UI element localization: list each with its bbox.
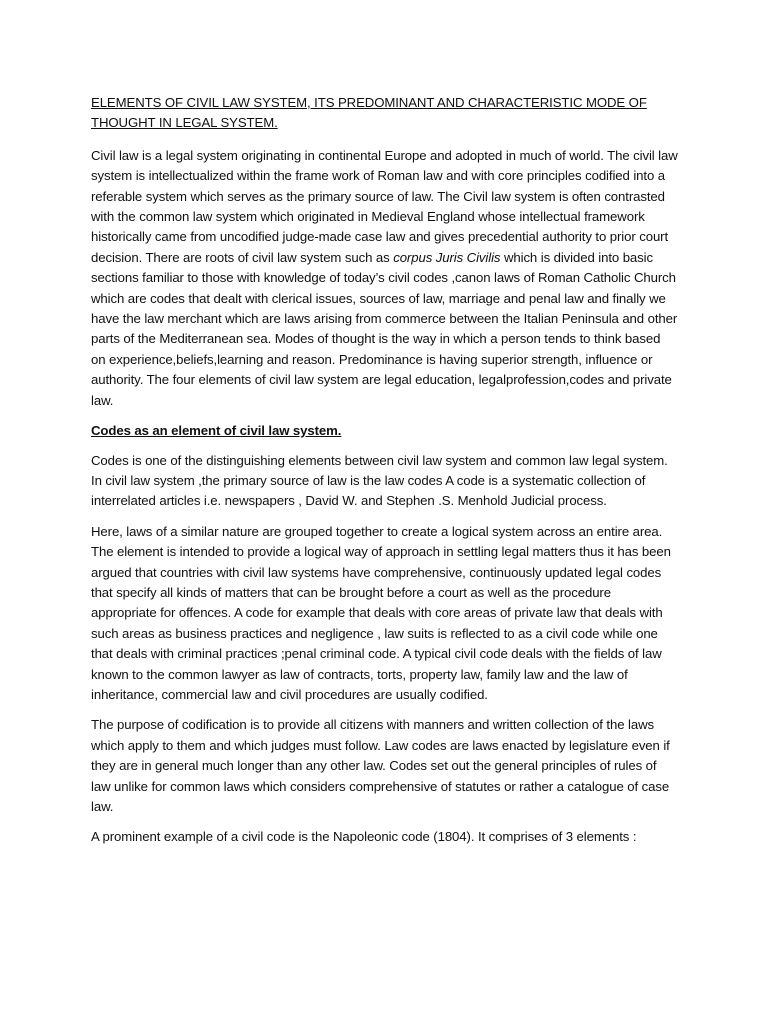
body-paragraph-2: Here, laws of a similar nature are grouped together to create a logical system across an entire area. The element is intended to provide a logical way of approach in settling legal matters thus it has been argued that countries with civil law systems have comprehensive, continuously updated legal codes that specify all kinds of matters that can be brought before a court as well as the procedure appropriate for offences. A code for example that deals with core areas of private law that deals with such areas as business practices and negligence , law suits is reflected to as a civil code while one that deals with criminal practices ;penal criminal code. A typical civil code deals with the fields of law known to the common lawyer as law of contracts, torts, property law, family law and the law of inheritance, commercial law and civil procedures are usually codified. [91,523,671,702]
body-paragraph-1: Codes is one of the distinguishing elements between civil law system and common law legal system. In civil law system ,the primary source of law is the law codes A code is a systematic collection of interrelated articles i.e. newspapers , David W. and Stephen .S. Menhold Judicial process. [91,452,668,509]
section-heading: Codes as an element of civil law system. [91,423,342,439]
body-paragraph-4: A prominent example of a civil code is the Napoleonic code (1804). It comprises of 3 elements : [91,829,637,845]
intro-text-part2: which is divided into basic sections familiar to those with knowledge of today’s civil codes ,canon laws of Roman Catholic Church which are codes that dealt with clerical issues, sources of law, marriage and penal law and finally we have the law merchant which are laws arising from commerce between the Italian Peninsula and other parts of the Mediterranean sea. Modes of thought is the way in which a person tends to think based on experience,beliefs,learning and reason. Predominance is having superior strength, influence or authority. The four elements of civil law system are legal education, legalprofession,codes and private law. [91,249,678,408]
intro-text-part1: Civil law is a legal system originating in continental Europe and adopted in much of world. The civil law system is intellectualized within the frame work of Roman law and with core principles codified into a referable system which serves as the primary source of law. The Civil law system is often contrasted with the common law system which originated in Medieval England whose intellectual framework historically came from uncodified judge-made case law and gives precedential authority to prior court decision. There are roots of civil law system such as [91,147,678,265]
document-body [91,93,678,858]
intro-italic-term: corpus Juris Civilis [393,249,501,265]
body-paragraph-3: The purpose of codification is to provide all citizens with manners and written collection of the laws which apply to them and which judges must follow. Law codes are laws enacted by legislature even if they are in general much longer than any other law. Codes set out the general principles of rules of law unlike for common laws which considers comprehensive of statutes or rather a catalogue of case law. [91,717,670,814]
intro-paragraph [91,146,678,411]
document-title: ELEMENTS OF CIVIL LAW SYSTEM, ITS PREDOMINANT AND CHARACTERISTIC MODE OF THOUGHT IN LEGAL SYSTEM. [91,95,647,131]
